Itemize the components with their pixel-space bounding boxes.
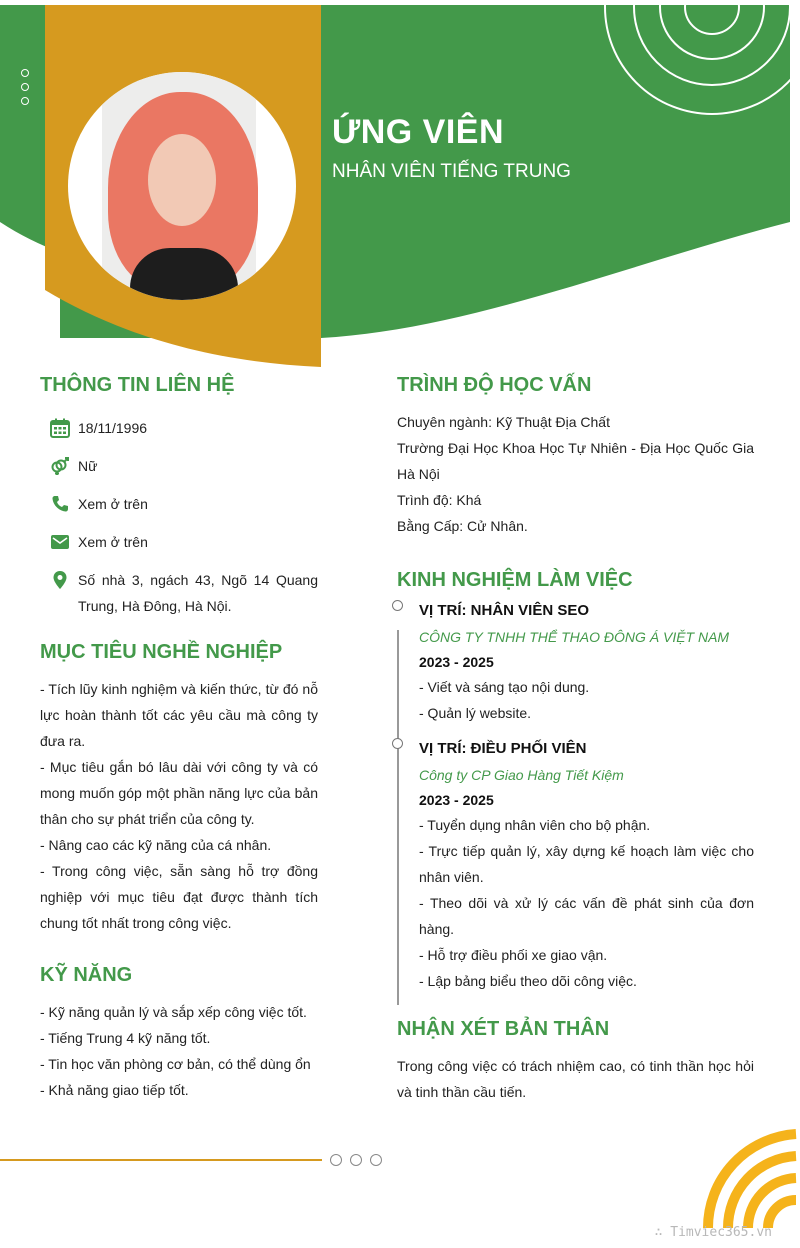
education-line: Chuyên ngành: Kỹ Thuật Địa Chất	[397, 414, 610, 430]
left-column	[40, 374, 318, 1103]
dot	[350, 1154, 362, 1166]
dot	[21, 83, 29, 91]
experience-item	[419, 600, 754, 726]
self-review-text: Trong công việc có trách nhiệm cao, có tinh thần học hỏi và tinh thần cầu tiến.	[397, 1058, 754, 1100]
timeline-marker	[392, 738, 403, 749]
education-line: Trường Đại Học Khoa Học Tự Nhiên - Địa Học Quốc Gia Hà Nội	[397, 440, 754, 482]
education-section	[397, 374, 754, 539]
section-title-skills: KỸ NĂNG	[40, 964, 133, 986]
experience-task: - Trực tiếp quản lý, xây dựng kế hoạch làm việc cho nhân viên.	[419, 843, 754, 885]
experience-task: - Tuyển dụng nhân viên cho bộ phận.	[419, 817, 651, 833]
experience-years: 2023 - 2025	[419, 654, 494, 670]
experience-task: - Lập bảng biểu theo dõi công việc.	[419, 973, 637, 989]
self-review-section	[397, 1018, 754, 1105]
experience-timeline	[397, 600, 754, 994]
experience-task: - Theo dõi và xử lý các vấn đề phát sinh của đơn hàng.	[419, 895, 754, 937]
skill-line: - Khả năng giao tiếp tốt.	[40, 1082, 189, 1098]
contact-birthdate: 18/11/1996	[40, 415, 318, 441]
objective-line: - Trong công việc, sẵn sàng hỗ trợ đồng nghiệp với mục tiêu đạt được thành tích chung tốt nhất trong công việc.	[40, 863, 318, 931]
dot	[21, 97, 29, 105]
section-title-experience: KINH NGHIỆM LÀM VIỆC	[397, 569, 633, 591]
experience-task: - Hỗ trợ điều phối xe giao vận.	[419, 947, 608, 963]
skill-line: - Kỹ năng quản lý và sắp xếp công việc tốt.	[40, 1004, 307, 1020]
phone-icon	[50, 494, 70, 514]
calendar-icon	[50, 418, 70, 438]
candidate-name: ỨNG VIÊN	[332, 113, 505, 151]
section-title-contact: THÔNG TIN LIÊN HỆ	[40, 374, 235, 396]
experience-years: 2023 - 2025	[419, 792, 494, 808]
objective-line: - Nâng cao các kỹ năng của cá nhân.	[40, 837, 272, 853]
skill-line: - Tin học văn phòng cơ bản, có thể dùng ổn	[40, 1056, 311, 1072]
job-title: NHÂN VIÊN TIẾNG TRUNG	[332, 161, 571, 182]
skills-section	[40, 964, 318, 1103]
contact-gender: Nữ	[40, 453, 318, 479]
contact-email: Xem ở trên	[40, 529, 318, 555]
section-title-self-review: NHẬN XÉT BẢN THÂN	[397, 1018, 610, 1040]
education-line: Trình độ: Khá	[397, 492, 482, 508]
contact-section	[40, 374, 318, 619]
objective-line: - Mục tiêu gắn bó lâu dài với công ty và có mong muốn góp một phần năng lực của bản thân cho sự phát triển của công ty.	[40, 759, 318, 827]
objective-line: - Tích lũy kinh nghiệm và kiến thức, từ đó nỗ lực hoàn thành tốt các yêu cầu mà công ty đưa ra.	[40, 681, 318, 749]
decorative-dots-vertical	[21, 69, 29, 105]
skill-line: - Tiếng Trung 4 kỹ năng tốt.	[40, 1030, 211, 1046]
decorative-dots-horizontal	[330, 1154, 382, 1166]
yellow-arcs-decoration	[708, 1134, 796, 1228]
section-title-education: TRÌNH ĐỘ HỌC VẤN	[397, 374, 592, 396]
location-icon	[50, 570, 70, 590]
education-line: Bằng Cấp: Cử Nhân.	[397, 518, 528, 534]
contact-list	[40, 415, 318, 619]
objective-section	[40, 641, 318, 936]
experience-task: - Quản lý website.	[419, 705, 532, 721]
experience-item	[419, 738, 754, 994]
email-icon	[50, 532, 70, 552]
contact-phone: Xem ở trên	[40, 491, 318, 517]
section-title-objective: MỤC TIÊU NGHỀ NGHIỆP	[40, 641, 283, 663]
dot	[330, 1154, 342, 1166]
dot	[21, 69, 29, 77]
dot	[370, 1154, 382, 1166]
gender-icon	[50, 456, 70, 476]
timeline-line	[397, 630, 399, 1005]
experience-company: CÔNG TY TNHH THỂ THAO ĐÔNG Á VIỆT NAM	[419, 629, 730, 645]
right-column	[397, 374, 754, 1105]
experience-position: VỊ TRÍ: NHÂN VIÊN SEO	[419, 602, 590, 619]
contact-address: Số nhà 3, ngách 43, Ngõ 14 Quang Trung, Hà Đông, Hà Nội.	[40, 567, 318, 619]
timeline-marker	[392, 600, 403, 611]
experience-company: Công ty CP Giao Hàng Tiết Kiệm	[419, 767, 624, 783]
experience-section	[397, 569, 754, 994]
experience-task: - Viết và sáng tạo nội dung.	[419, 679, 590, 695]
profile-photo	[68, 72, 296, 300]
footer-divider	[0, 1159, 322, 1161]
experience-position: VỊ TRÍ: ĐIỀU PHỐI VIÊN	[419, 740, 587, 757]
watermark: ∴ Timviec365.vn	[654, 1225, 772, 1240]
